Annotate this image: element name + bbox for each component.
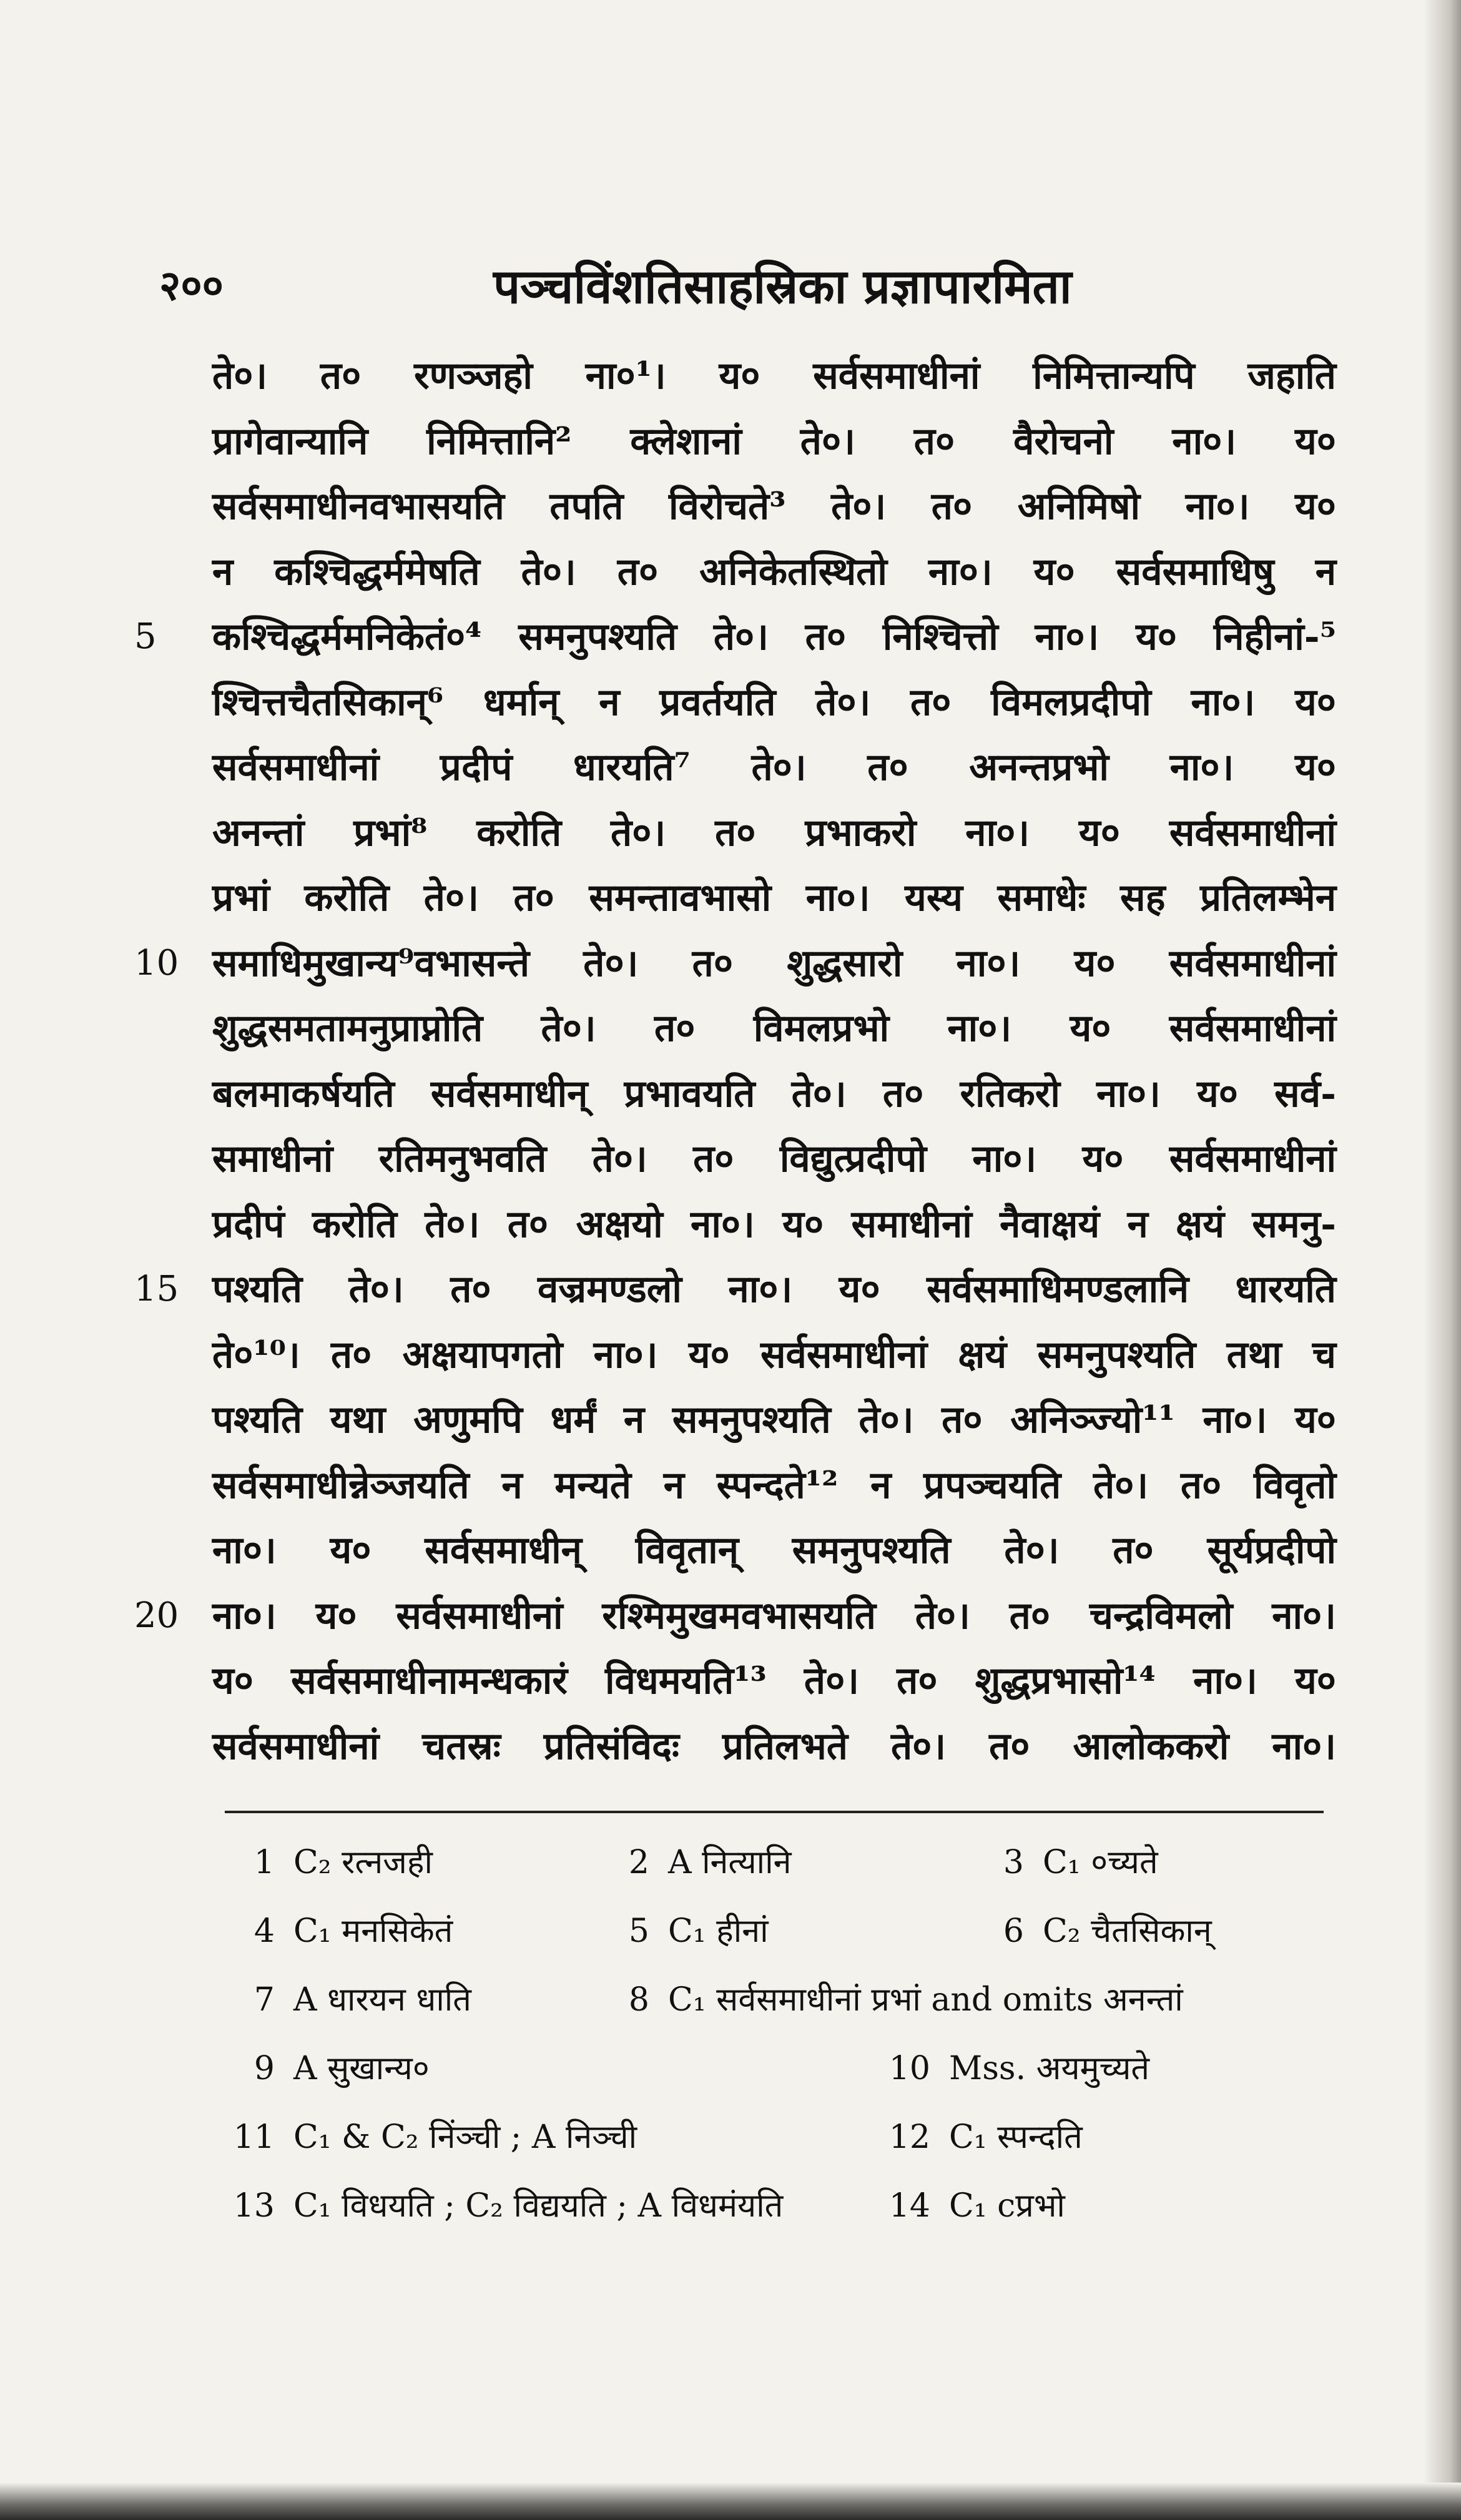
- text-line: [134, 931, 1336, 997]
- footnote: [231, 2182, 783, 2227]
- line-content: बलमाकर्षयति सर्वसमाधीन् प्रभावयति ते०। त० रतिकरो ना०। य० सर्व-: [212, 1071, 1336, 1116]
- footnote-text: C₁ स्पन्दति: [949, 2119, 1083, 2156]
- line-content: पश्यति ते०। त० वज्रमण्डलो ना०। य० सर्वसमाधिमण्डलानि धारयति: [212, 1267, 1336, 1311]
- line-content: श्चित्तचैतसिकान्⁶ धर्मान् न प्रवर्तयति ते०। त० विमलप्रदीपो ना०। य०: [212, 680, 1336, 724]
- footnote: [231, 1907, 453, 1952]
- text-line: [134, 604, 1336, 670]
- footnote-text: C₁ सर्वसमाधीनां प्रभां and omits अनन्तां: [668, 1981, 1183, 2019]
- footnote-number: 12: [888, 2119, 930, 2156]
- footnote: [606, 1976, 1183, 2020]
- line-content: ना०। य० सर्वसमाधीनां रश्मिमुखमवभासयति ते०। त० चन्द्रविमलो ना०।: [212, 1593, 1336, 1638]
- text-line: [212, 409, 1336, 475]
- footnote: [887, 2045, 1149, 2089]
- text-line: [212, 735, 1336, 800]
- line-content: प्रदीपं करोति ते०। त० अक्षयो ना०। य० समाधीनां नैवाक्षयं न क्षयं समनु-: [212, 1202, 1336, 1246]
- footnote-number: 9: [253, 2050, 275, 2087]
- line-content: ते०। त० रणञ्जहो ना०¹। य० सर्वसमाधीनां निमित्तान्यपि जहाति: [212, 354, 1336, 398]
- footnote-number: 14: [888, 2187, 930, 2225]
- line-number: 15: [134, 1269, 179, 1309]
- footnote-number: 3: [1003, 1844, 1024, 1881]
- footnote-text: A धारयन धाति: [293, 1981, 471, 2019]
- footnote-number: 1: [253, 1844, 275, 1881]
- footnote-text: C₂ रत्नजही: [293, 1844, 433, 1881]
- footnote-text: A नित्यानि: [668, 1844, 792, 1881]
- line-content: शुद्धसमतामनुप्राप्नोति ते०। त० विमलप्रभो ना०। य० सर्वसमाधीनां: [212, 1007, 1336, 1050]
- footnote-number: 10: [888, 2050, 930, 2087]
- footnote-number: 8: [628, 1981, 649, 2019]
- line-content: य० सर्वसमाधीनामन्धकारं विधमयति¹³ ते०। त० शुद्धप्रभासो¹⁴ ना०। य०: [212, 1659, 1336, 1703]
- line-number: 5: [134, 616, 157, 657]
- line-content: पश्यति यथा अणुमपि धर्मं न समनुपश्यति ते०। त० अनिञ्ज्यो¹¹ ना०। य०: [212, 1398, 1336, 1442]
- text-line: [212, 1061, 1336, 1127]
- footnote: [980, 1907, 1212, 1952]
- line-content: प्रभां करोति ते०। त० समन्तावभासो ना०। यस्य समाधेः सह प्रतिलम्भेन: [212, 876, 1336, 920]
- text-line: [212, 1322, 1336, 1388]
- text-line: [134, 1257, 1336, 1322]
- text-line: [212, 1714, 1336, 1779]
- footnote: [231, 2045, 430, 2089]
- footnote: [980, 1839, 1158, 1883]
- footnote-number: 13: [233, 2187, 275, 2225]
- line-number: 10: [134, 942, 179, 983]
- line-content: समाधिमुखान्य⁹वभासन्ते ते०। त० शुद्धसारो ना०। य० सर्वसमाधीनां: [212, 941, 1336, 985]
- footnote-text: C₂ चैतसिकान्: [1043, 1912, 1212, 1950]
- main-text: [134, 343, 1336, 1779]
- footnote-divider: [225, 1811, 1324, 1813]
- footnote-number: 5: [628, 1912, 649, 1950]
- line-content: प्रागेवान्यानि निमित्तानि² क्लेशानां ते०। त० वैरोचनो ना०। य०: [212, 419, 1336, 463]
- line-content: अनन्तां प्रभां⁸ करोति ते०। त० प्रभाकरो ना०। य० सर्वसमाधीनां: [212, 810, 1336, 855]
- line-content: कश्चिद्धर्ममनिकेतं०⁴ समनुपश्यति ते०। त० निश्चित्तो ना०। य० निहीनां-⁵: [212, 615, 1336, 659]
- text-line: [212, 996, 1336, 1061]
- page-header: [0, 237, 1461, 314]
- footnote: [231, 1839, 433, 1883]
- line-content: न कश्चिद्धर्ममेषति ते०। त० अनिकेतस्थितो ना०। य० सर्वसमाधिषु न: [212, 549, 1336, 594]
- line-content: सर्वसमाधीनां चतस्रः प्रतिसंविदः प्रतिलभते ते०। त० आलोककरो ना०।: [212, 1724, 1336, 1768]
- line-content: समाधीनां रतिमनुभवति ते०। त० विद्युत्प्रदीपो ना०। य० सर्वसमाधीनां: [212, 1137, 1336, 1181]
- line-content: ना०। य० सर्वसमाधीन् विवृतान् समनुपश्यति ते०। त० सूर्यप्रदीपो: [212, 1528, 1336, 1572]
- page-edge-shadow: [1424, 0, 1461, 2520]
- line-content: ते०¹⁰। त० अक्षयापगतो ना०। य० सर्वसमाधीनां क्षयं समनुपश्यति तथा च: [212, 1332, 1336, 1377]
- footnote: [231, 2114, 637, 2158]
- footnote: [606, 1839, 791, 1883]
- footnote-text: C₁ cप्रभो: [949, 2187, 1065, 2225]
- footnote: [231, 1976, 471, 2020]
- footnote-number: 11: [233, 2119, 275, 2156]
- line-content: सर्वसमाधीनवभासयति तपति विरोचते³ ते०। त० अनिमिषो ना०। य०: [212, 485, 1336, 528]
- line-number: 20: [134, 1595, 179, 1636]
- footnote-text: C₁ ०च्यते: [1043, 1844, 1158, 1881]
- text-line: [212, 865, 1336, 931]
- text-line: [212, 1453, 1336, 1518]
- text-line: [134, 1583, 1336, 1649]
- footnote-text: Mss. अयमुच्यते: [949, 2050, 1150, 2087]
- page-bottom-shadow: [0, 2483, 1461, 2520]
- footnote: [606, 1907, 769, 1952]
- footnote-text: C₁ हीनां: [668, 1912, 769, 1950]
- footnote-number: 6: [1003, 1912, 1024, 1950]
- page-number: २००: [159, 261, 224, 310]
- text-line: [212, 1192, 1336, 1258]
- running-title: पञ्चविंशतिसाहस्रिका प्रज्ञापारमिता: [493, 258, 1072, 314]
- footnote-number: 2: [628, 1844, 649, 1881]
- text-line: [212, 539, 1336, 605]
- footnote-number: 4: [253, 1912, 275, 1950]
- footnote: [887, 2182, 1065, 2227]
- footnote: [887, 2114, 1083, 2158]
- footnote-text: C₁ & C₂ निंञ्ची ; A निञ्ची: [293, 2119, 637, 2156]
- footnote-text: A सुखान्य०: [293, 2050, 430, 2087]
- text-line: [212, 1387, 1336, 1453]
- text-line: [212, 1648, 1336, 1714]
- footnote-number: 7: [253, 1981, 275, 2019]
- footnote-text: C₁ विधयति ; C₂ विद्ययति ; A विधमंयति: [293, 2187, 784, 2225]
- line-content: सर्वसमाधीन्नेञ्जयति न मन्यते न स्पन्दते¹² न प्रपञ्चयति ते०। त० विवृतो: [212, 1463, 1336, 1507]
- text-line: [212, 670, 1336, 736]
- text-line: [212, 1518, 1336, 1583]
- text-line: [212, 1126, 1336, 1192]
- text-line: [212, 343, 1336, 409]
- footnote-text: C₁ मनसिकेतं: [293, 1912, 453, 1950]
- line-content: सर्वसमाधीनां प्रदीपं धारयति⁷ ते०। त० अनन्तप्रभो ना०। य०: [212, 746, 1336, 789]
- text-line: [212, 800, 1336, 866]
- text-line: [212, 474, 1336, 539]
